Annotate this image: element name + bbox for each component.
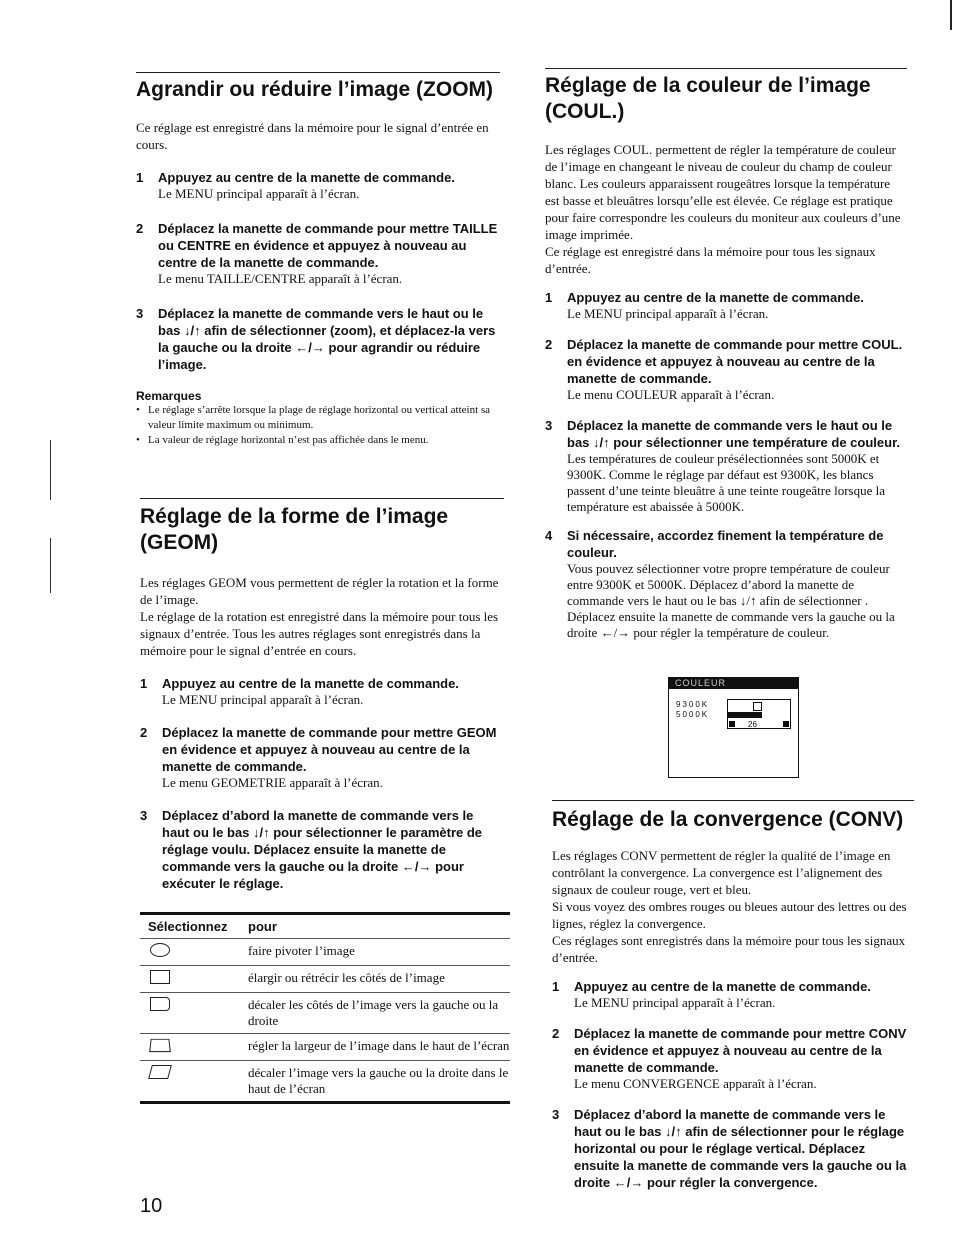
page-number: 10 (140, 1195, 163, 1217)
section-rule (552, 800, 914, 801)
coul-step-1-desc: Le MENU principal apparaît à l’écran. (567, 306, 769, 321)
pincushion-icon (150, 970, 170, 984)
parallelogram-icon (148, 1065, 172, 1079)
conv-intro-3: Ces réglages sont enregistrés dans la mémoire pour tous les signaux d’entrée. (552, 933, 906, 965)
coul-step-1: 1 Appuyez au centre de la manette de commande. (545, 290, 864, 305)
pin-balance-icon (150, 997, 170, 1011)
geom-step-1: 1 Appuyez au centre de la manette de commande. (140, 676, 459, 691)
zoom-note: • Le réglage s’arrête lorsque la plage de réglage horizontal ou vertical atteint sa valeur limite maximum ou minimum. (136, 403, 500, 433)
zoom-title: Agrandir ou réduire l’image (ZOOM) (136, 78, 494, 101)
zoom-step-2: 2 Déplacez la manette de commande pour mettre TAILLE ou CENTRE en évidence et appuyez à nouveau au centre de la manette de commande. (136, 221, 498, 270)
geom-title: Réglage de la forme de l’image (GEOM) (140, 505, 449, 554)
zoom-notes: Remarques • Le réglage s’arrête lorsque la plage de réglage horizontal ou vertical atteint sa valeur limite maximum ou minimum. • La valeur de réglage horizontal n’est pas affichée dans le menu. (136, 389, 500, 448)
margin-mark (50, 578, 51, 593)
zoom-section (136, 72, 500, 448)
couleur-adjust-box (727, 699, 791, 729)
zoom-note: • La valeur de réglage horizontal n’est pas affichée dans le menu. (136, 433, 500, 448)
coul-intro-2: Ce réglage est enregistré dans la mémoire pour tous les signaux d’entrée. (545, 244, 876, 276)
table-header: pour (248, 919, 277, 934)
conv-step-2-desc: Le menu CONVERGENCE apparaît à l’écran. (574, 1076, 817, 1091)
coul-step-4: 4 Si nécessaire, accordez finement la température de couleur. (545, 528, 884, 560)
section-rule (140, 498, 504, 499)
geom-section (140, 498, 510, 1104)
level-value: 26 (748, 720, 757, 729)
coul-step-3-desc: Les températures de couleur présélectionnées sont 5000K et 9300K. Comme le réglage par défaut est 9300K, les blancs passent d’une teinte bleuâtre à une teinte rougeâtre lorsque la température est abaissée à 5000K. (567, 451, 886, 514)
coul-step-2-desc: Le menu COULEUR apparaît à l’écran. (567, 387, 775, 402)
couleur-menu-title: COULEUR (669, 678, 798, 689)
geom-step-2: 2 Déplacez la manette de commande pour mettre GEOM en évidence et appuyez à nouveau au centre de la manette de commande. (140, 725, 497, 774)
geom-step-1-desc: Le MENU principal apparaît à l’écran. (162, 692, 364, 707)
table-row: faire pivoter l’image (140, 939, 510, 966)
zoom-step-2-desc: Le menu TAILLE/CENTRE apparaît à l’écran. (158, 271, 403, 286)
coul-section (545, 68, 907, 641)
zoom-step-1: 1 Appuyez au centre de la manette de commande. (136, 170, 455, 185)
coul-intro-1: Les réglages COUL. permettent de régler la température de couleur de l’image en changeant le niveau de couleur du champ de couleur blanc. Les couleurs apparaissent rougeâtres lorsque la température est basse et bleuâtres lorsqu’elle est élevée. Ce réglage est pratique pour faire correspondre les couleurs du moniteur aux couleurs d’une image imprimée. (545, 142, 901, 242)
coul-step-3: 3 Déplacez la manette de commande vers le haut ou le bas ↓/↑ pour sélectionner une température de couleur. (545, 418, 901, 450)
zoom-step-3: 3 Déplacez la manette de commande vers le haut ou le bas ↓/↑ afin de sélectionner (zoom), et déplacez-la vers la gauche ou la droite ←/→ pour agrandir ou réduire l’image. (136, 306, 496, 372)
corner-mark (950, 0, 952, 30)
couleur-menu-screen (668, 677, 799, 778)
table-row: décaler les côtés de l’image vers la gauche ou la droite (140, 993, 510, 1034)
trapezoid-icon (149, 1039, 171, 1052)
section-rule (545, 68, 907, 69)
level-bar (728, 712, 762, 718)
decrease-icon (729, 721, 735, 727)
geom-intro-1: Les réglages GEOM vous permettent de régler la rotation et la forme de l’image. (140, 575, 499, 607)
coul-step-2: 2 Déplacez la manette de commande pour mettre COUL. en évidence et appuyez à nouveau au centre de la manette de commande. (545, 337, 903, 386)
table-header: Sélectionnez (148, 919, 228, 934)
zoom-intro: Ce réglage est enregistré dans la mémoire pour le signal d’entrée en cours. (136, 120, 489, 152)
conv-step-1: 1 Appuyez au centre de la manette de commande. (552, 979, 871, 994)
coul-step-4-desc: Vous pouvez sélectionner votre propre température de couleur entre 9300K et 5000K. Déplacez d’abord la manette de commande vers le haut ou le bas ↓/↑ afin de sélectionner . Déplacez ensuite la manette de commande vers la gauche ou la droite ←/→ pour régler la température de couleur. (567, 561, 895, 640)
margin-mark (50, 538, 51, 578)
increase-icon (783, 721, 789, 727)
conv-step-3: 3 Déplacez d’abord la manette de commande vers le haut ou le bas ↓/↑ afin de sélectionner pour le réglage horizontal ou pour le réglage vertical. Déplacez ensuite la manette de commande vers la gauche ou la droite ←/→ pour régler la convergence. (552, 1107, 907, 1190)
conv-step-1-desc: Le MENU principal apparaît à l’écran. (574, 995, 776, 1010)
fine-tune-icon (753, 702, 762, 711)
zoom-step-1-desc: Le MENU principal apparaît à l’écran. (158, 186, 360, 201)
geom-step-2-desc: Le menu GEOMETRIE apparaît à l’écran. (162, 775, 383, 790)
couleur-option-5000k: 5000K (676, 710, 710, 719)
section-rule (136, 72, 500, 73)
conv-step-2: 2 Déplacez la manette de commande pour mettre CONV en évidence et appuyez à nouveau au centre de la manette de commande. (552, 1026, 907, 1075)
geom-step-3: 3 Déplacez d’abord la manette de commande vers le haut ou le bas ↓/↑ pour sélectionner le paramètre de réglage voulu. Déplacez ensuite la manette de commande vers la gauche ou la droite ←/→ pour exécuter le réglage. (140, 808, 483, 891)
table-row: régler la largeur de l’image dans le haut de l’écran (140, 1034, 510, 1061)
margin-mark (50, 440, 51, 500)
table-row: élargir ou rétrécir les côtés de l’image (140, 966, 510, 993)
table-row: décaler l’image vers la gauche ou la droite dans le haut de l’écran (140, 1061, 510, 1102)
conv-intro-2: Si vous voyez des ombres rouges ou bleues autour des lettres ou des lignes, réglez la convergence. (552, 899, 907, 931)
rotation-icon (150, 943, 170, 957)
geom-table (140, 912, 510, 1104)
conv-title: Réglage de la convergence (CONV) (552, 808, 904, 831)
geom-intro-2: Le réglage de la rotation est enregistré dans la mémoire pour tous les signaux d’entrée. Tous les autres réglages sont enregistrés dans la mémoire pour le signal d’entrée en cours. (140, 609, 499, 658)
conv-section (552, 800, 914, 1191)
couleur-option-9300k: 9300K (676, 700, 710, 709)
coul-title: Réglage de la couleur de l’image (COUL.) (545, 74, 871, 123)
conv-intro-1: Les réglages CONV permettent de régler la qualité de l’image en contrôlant la convergence. La convergence est l’alignement des signaux de couleur rouge, vert et bleu. (552, 848, 891, 897)
